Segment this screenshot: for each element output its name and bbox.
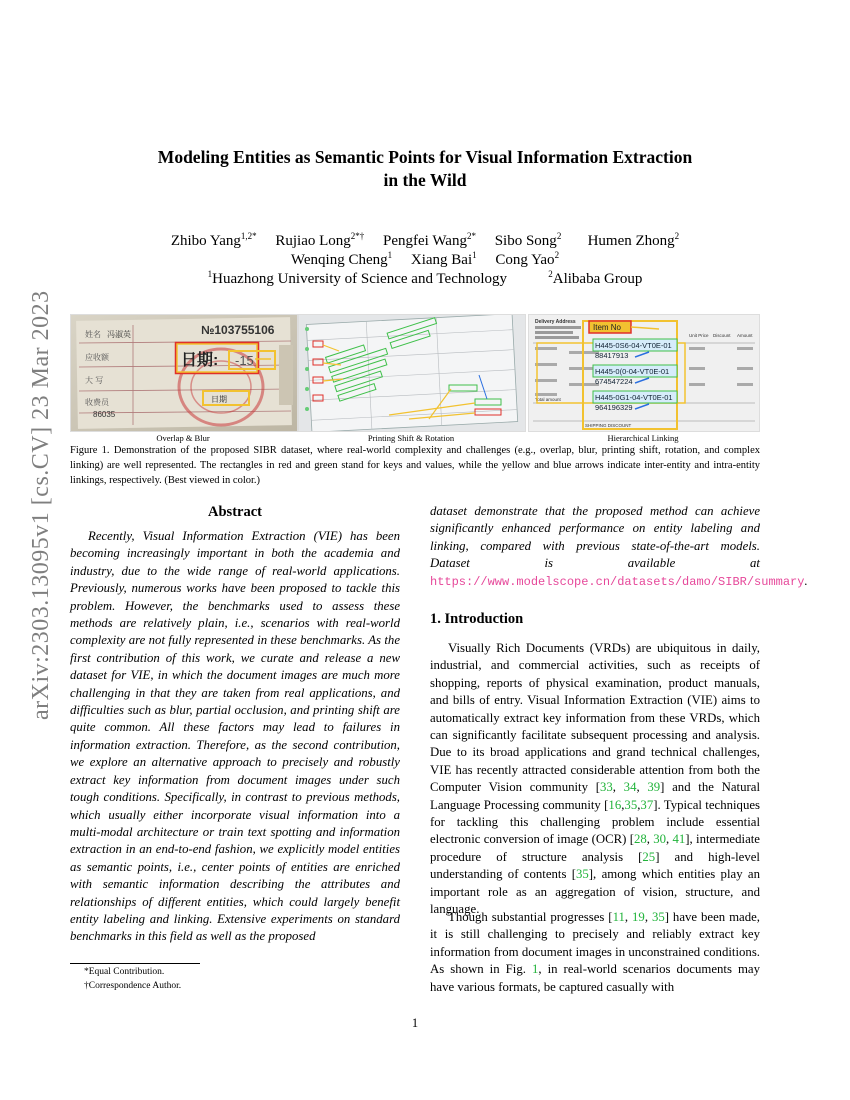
abstract-continuation: dataset demonstrate that the proposed method can achieve significantly enhanced performance on entity labeling and linking, compared with previous state-of-the-art models. Dataset is available at https://www.modelscope.cn/datasets/damo/SIBR/summary.: [430, 504, 808, 589]
svg-text:88417913: 88417913: [595, 351, 629, 360]
footnote-equal-contribution: *Equal Contribution.: [84, 967, 165, 977]
paragraph-text: , in real-world scenarios documents may have various formats, be captured casually with: [430, 962, 760, 994]
author: Cong Yao$^2$: [495, 250, 560, 268]
citation-link[interactable]: 16: [608, 797, 622, 812]
svg-text:964196329: 964196329: [595, 403, 633, 412]
svg-text:冯淑英: 冯淑英: [107, 330, 131, 339]
paragraph-text: ] and the Natural Language Processing community [: [430, 780, 761, 812]
affiliations: [70, 264, 780, 289]
author: Sibo Song$^2$: [494, 231, 562, 249]
svg-text:Item No: Item No: [593, 323, 622, 332]
citation-link[interactable]: 1: [531, 962, 539, 977]
citation-link[interactable]: 33: [599, 780, 613, 795]
citation-link[interactable]: 25: [642, 849, 656, 864]
figure-label-hierarchical-linking: Hierarchical Linking: [607, 433, 679, 443]
paragraph-text: ,: [644, 910, 652, 924]
paragraph-text: ,: [646, 832, 654, 847]
paragraph-text: ] have been made, it is still challenging to precisely and reliably extract key information from document images in unconstrained conditions. As shown in Fig.: [430, 910, 760, 977]
citation-link[interactable]: 28: [633, 832, 647, 847]
paper-title: [70, 146, 780, 192]
abstract-body: Recently, Visual Information Extraction (VIE) has been becoming increasingly important in both the academia and industry, due to the wide range of real-world applications. Previously, numerous works have been proposed to tackle this problem. However, the benchmarks used to assess these methods are relatively plain, i.e., scenarios with real-world complexity are not fully represented in these benchmarks. As the first contribution of this work, we curate and release a new dataset for VIE, in which the document images are much more challenging in that they are taken from real applications, and difficulties such as blur, partial occlusion, and printing shift are quite common. All these factors may lead to failures in information extraction. Therefore, as the second contribution, we explore an alternative approach to precisely and robustly extract key information from document images under such tough conditions. Specifically, in contrast to previous methods, which usually either incorporate visual information into a multi-modal architecture or train text spotting and information extraction in an end-to-end fashion, we explicitly model entities as semantic points, i.e., center points of entities are enriched with semantic information describing the attributes and relationships of different entities, which could largely benefit entity labeling and linking. Extensive experiments on standard benchmarks in this field as well as the proposed: [70, 529, 400, 944]
author: Pengfei Wang$^{2*}$: [383, 231, 476, 249]
svg-text:86035: 86035: [93, 410, 116, 419]
svg-text:姓名: 姓名: [85, 330, 101, 339]
paragraph-text: ]. Typical techniques for tackling this challenging problem include essential electronic conversion of image (OCR) [: [430, 797, 760, 847]
author: Xiang Bai$^1$: [410, 250, 477, 268]
rotated-document-image: [299, 315, 525, 431]
svg-text:大 写: 大 写: [85, 376, 104, 385]
invoice-image: [529, 315, 759, 431]
svg-text:Amount: Amount: [737, 333, 753, 338]
affiliation: $^1$Huazhong University of Science and Technology: [207, 269, 508, 287]
citation-link[interactable]: 11: [612, 910, 625, 924]
introduction-heading: 1. Introduction: [430, 611, 524, 627]
footnotes: [70, 966, 414, 993]
svg-text:674547224: 674547224: [595, 377, 633, 386]
svg-text:Discount: Discount: [713, 333, 731, 338]
paragraph-text: ,: [624, 910, 633, 924]
figure-caption: Figure 1. Demonstration of the proposed SIBR dataset, where real-world complexity and challenges (e.g., overlap, blur, printing shift, rotation, and complex linking) are well represented. The rectangles in red and green stand for keys and values, while the yellow and blue arrows indicate inter-entity and intra-entity linkings, respectively. (Best viewed in color.): [70, 445, 760, 486]
svg-text:-15: -15: [235, 353, 254, 368]
citation-link[interactable]: 41: [672, 832, 686, 847]
citation-link[interactable]: 37: [640, 797, 654, 812]
citation-link[interactable]: 35: [651, 910, 665, 924]
figure-panel-overlap-blur: [70, 314, 298, 432]
svg-text:收费员: 收费员: [85, 398, 109, 407]
citation-link[interactable]: 35: [624, 797, 638, 812]
title-line-2: in the Wild: [383, 170, 467, 190]
citation-link[interactable]: 35: [576, 867, 589, 882]
citation-link[interactable]: 19: [632, 910, 645, 924]
paragraph-text: Though substantial progresses [: [448, 910, 613, 924]
abstract-heading: Abstract: [208, 504, 262, 520]
svg-text:Delivery Address: Delivery Address: [535, 319, 576, 325]
intro-paragraph-2: [430, 909, 760, 996]
paragraph-text: ,: [637, 797, 641, 812]
author: Wenqing Cheng$^1$: [290, 250, 393, 268]
figure-panel-printing-shift: [298, 314, 526, 432]
receipt-image: [71, 315, 297, 431]
receipt-number: №103755106: [201, 323, 275, 337]
arxiv-identifier: arXiv:2303.13095v1 [cs.CV] 23 Mar 2023: [28, 290, 54, 720]
page-number: 1: [411, 1016, 419, 1030]
footnote-rule: [70, 963, 200, 964]
svg-text:应收额: 应收额: [85, 353, 109, 362]
paragraph-text: Visually Rich Documents (VRDs) are ubiquitous in daily, industrial, and commercial activities, such as receipts of shopping, reports of physical examination, product manuals, and bills of entry. Visual Information Extraction (VIE) aims to automatically extract key information from these VRDs, which can significantly facilitate subsequent processing and analysis. Due to its broad applications and grand technical challenges, VIE has recently attracted considerable attention from both the Computer Vision community [: [430, 641, 760, 795]
paragraph-text: ], intermediate procedure of structure analysis [: [430, 832, 760, 864]
svg-text:H445-0(0-04-VT0E-01: H445-0(0-04-VT0E-01: [595, 367, 670, 376]
affiliation: $^2$Alibaba Group: [548, 269, 643, 287]
svg-text:SHIPPING DISCOUNT: SHIPPING DISCOUNT: [585, 423, 632, 428]
title-line-1: Modeling Entities as Semantic Points for Visual Information Extraction: [157, 147, 693, 167]
author: Rujiao Long$^{2*\dagger}$: [275, 231, 365, 249]
paragraph-text: ] and high-level understanding of contents [: [430, 849, 760, 882]
paragraph-text: ,: [666, 832, 673, 847]
figure-panel-hierarchical-linking: [528, 314, 760, 432]
figure-label-printing-shift: Printing Shift & Rotation: [367, 433, 455, 443]
paragraph-text: ,: [636, 780, 648, 795]
dataset-link[interactable]: https://www.modelscope.cn/datasets/damo/SIBR/summary: [430, 574, 805, 589]
citation-link[interactable]: 34: [623, 780, 637, 795]
intro-paragraph-1: [430, 640, 760, 919]
svg-text:H445-0G1-04-VT0E-01: H445-0G1-04-VT0E-01: [595, 393, 673, 402]
svg-text:日期:: 日期:: [181, 352, 219, 369]
paragraph-text: ,: [612, 780, 624, 795]
paragraph-text: ], among which entities play an important role as an aggregation of vision, structure, and language.: [430, 867, 760, 917]
svg-text:H445-0S6-04-VT0E-01: H445-0S6-04-VT0E-01: [595, 341, 672, 350]
citation-link[interactable]: 39: [647, 780, 661, 795]
citation-link[interactable]: 30: [653, 832, 667, 847]
svg-text:Total amount: Total amount: [535, 397, 561, 402]
arxiv-stamp: [22, 290, 62, 720]
figure-label-overlap-blur: Overlap & Blur: [156, 433, 210, 443]
svg-text:Unit Price: Unit Price: [689, 333, 709, 338]
footnote-correspondence: †Correspondence Author.: [84, 980, 182, 991]
svg-text:日期: 日期: [211, 395, 227, 404]
author: Zhibo Yang$^{1,2*}$: [170, 231, 257, 249]
author: Humen Zhong$^2$: [587, 231, 680, 249]
paragraph-text: ,: [621, 797, 625, 812]
